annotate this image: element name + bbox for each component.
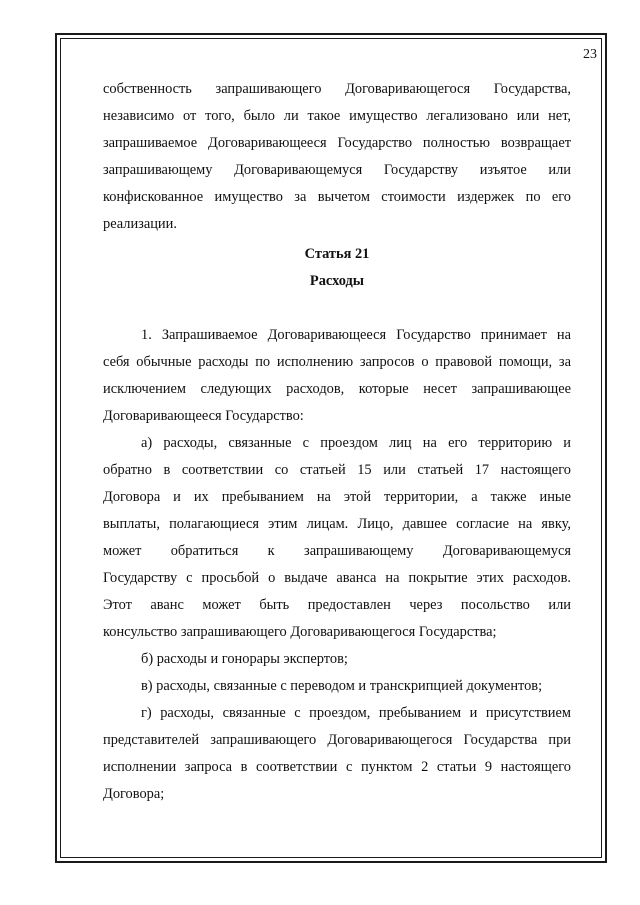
- article-number: Статья 21: [304, 246, 370, 262]
- text-line: б) расходы и гонорары экспертов;: [141, 651, 348, 667]
- text-line: запрашивающему Договаривающемуся Государству изъятое или: [103, 162, 571, 178]
- intro-paragraph: [103, 76, 571, 238]
- document-body: [103, 76, 571, 808]
- text-line: Договаривающееся Государство:: [103, 408, 304, 424]
- text-line: Этот аванс может быть предоставлен через посольство или: [103, 597, 571, 613]
- text-line: запрашиваемое Договаривающееся Государство полностью возвращает: [103, 135, 571, 151]
- item-c: [103, 673, 571, 700]
- text-line: 1. Запрашиваемое Договаривающееся Государство принимает на: [141, 327, 571, 343]
- text-line: выплаты, полагающиеся этим лицам. Лицо, давшее согласие на явку,: [103, 516, 571, 532]
- text-line: обратно в соответствии со статьей 15 или статьей 17 настоящего: [103, 462, 571, 478]
- text-line: представителей запрашивающего Договаривающегося Государства при: [103, 732, 571, 748]
- text-line: исполнении запроса в соответствии с пунктом 2 статьи 9 настоящего: [103, 759, 571, 775]
- item-a: [103, 430, 571, 646]
- item-d: [103, 700, 571, 808]
- text-line: консульство запрашивающего Договаривающегося Государства;: [103, 624, 497, 640]
- text-line: конфискованное имущество за вычетом стоимости издержек по его: [103, 189, 571, 205]
- text-line: Договора;: [103, 786, 165, 802]
- text-line: исключением следующих расходов, которые несет запрашивающее: [103, 381, 571, 397]
- text-line: независимо от того, было ли такое имущество легализовано или нет,: [103, 108, 571, 124]
- paragraph-1: [103, 322, 571, 430]
- text-line: в) расходы, связанные с переводом и транскрипцией документов;: [141, 678, 543, 694]
- text-line: себя обычные расходы по исполнению запросов о правовой помощи, за: [103, 354, 571, 370]
- text-line: г) расходы, связанные с проездом, пребыванием и присутствием: [141, 705, 571, 721]
- text-line: а) расходы, связанные с проездом лиц на его территорию и: [141, 435, 571, 451]
- item-b: [103, 646, 571, 673]
- article-title: Расходы: [309, 273, 365, 289]
- page-number: 23: [583, 47, 597, 62]
- article-heading: [103, 241, 571, 295]
- spacer: [103, 295, 571, 322]
- text-line: Договора и их пребыванием на этой территории, а также иные: [103, 489, 571, 505]
- text-line: собственность запрашивающего Договаривающегося Государства,: [103, 81, 571, 97]
- text-line: реализации.: [103, 216, 177, 232]
- text-line: может обратиться к запрашивающему Договаривающемуся: [103, 543, 571, 559]
- text-line: Государству с просьбой о выдаче аванса на покрытие этих расходов.: [103, 570, 571, 586]
